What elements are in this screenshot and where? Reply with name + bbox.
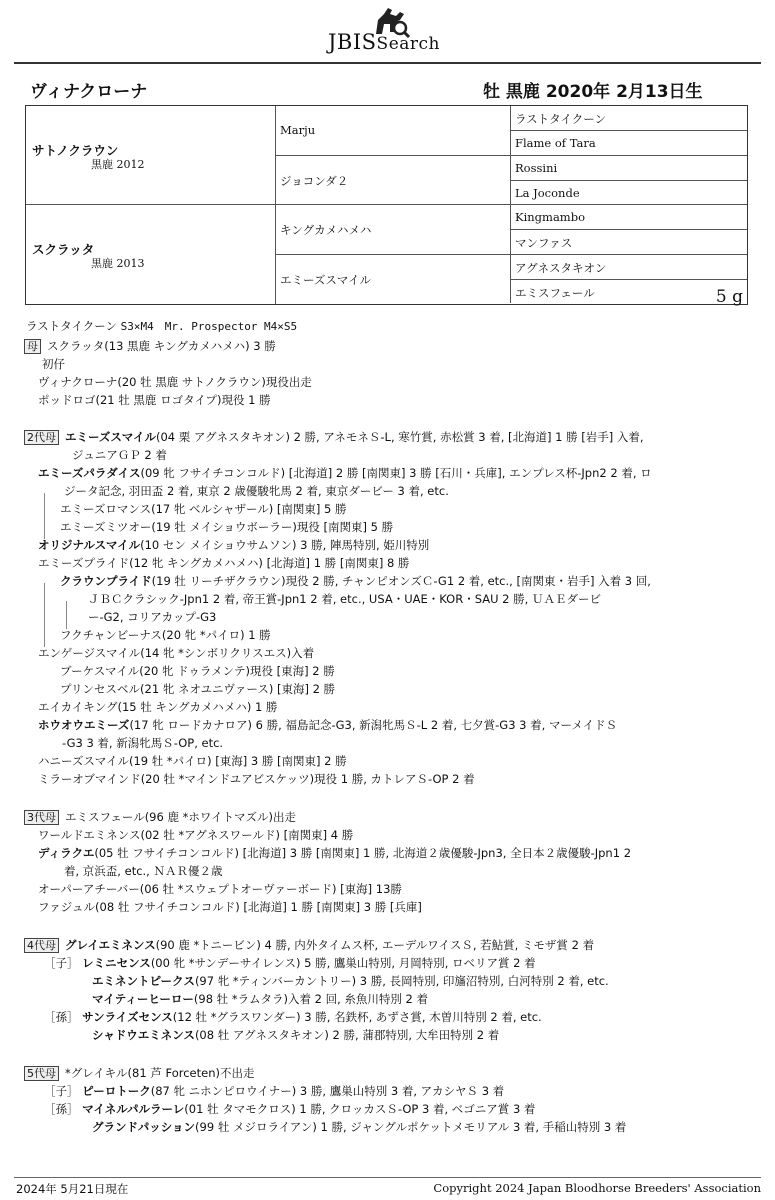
generation-tag: 3代母 — [24, 810, 59, 825]
family-line — [64, 862, 223, 880]
family-line — [60, 500, 347, 518]
record-text: ［孫］ — [44, 1010, 83, 1024]
record-text: ［子］ — [44, 1084, 83, 1098]
record-text: ワールドエミネンス(02 牡 *アグネスワールド) [南関東] 4 勝 — [38, 828, 354, 842]
record-text: (00 牝 *サンデーサイレンス) 5 勝, 鷹巣山特別, 月岡特別, ロベリア賞 2 着 — [150, 956, 536, 970]
horse-name-bold: グレイエミネンス — [65, 938, 156, 952]
pedigree-gen3-cell: Flame of Tara — [511, 131, 747, 156]
footer-divider — [14, 1177, 761, 1178]
record-text: ポッドロゴ(21 牡 黒鹿 ロゴタイプ)現役 1 勝 — [38, 393, 271, 407]
family-line — [38, 716, 617, 734]
footer-copyright: Copyright 2024 Japan Bloodhorse Breeders' Association — [433, 1181, 761, 1195]
record-text: (01 牡 タマモクロス) 1 勝, クロッカスＳ-OP 3 着, ベゴニア賞 3 着 — [184, 1102, 536, 1116]
record-text: (99 牡 メジロライアン) 1 勝, ジャングルポケットメモリアル 3 着, 手稲山特別 3 着 — [195, 1120, 627, 1134]
family-line — [44, 954, 536, 972]
generation-tag: 母 — [24, 339, 41, 354]
record-text: ［孫］ — [44, 1102, 83, 1116]
horse-name-bold: ディラクエ — [38, 846, 95, 860]
record-text: フクチャンビーナス(20 牝 *パイロ) 1 勝 — [60, 628, 271, 642]
record-text: *グレイキル(81 芦 Forceten)不出走 — [65, 1066, 255, 1080]
pedigree-gen2-cell: キングカメハメハ — [276, 205, 511, 255]
family-line — [38, 826, 353, 844]
horse-name-bold: ホウオウエミーズ — [38, 718, 130, 732]
family-line — [24, 1064, 254, 1082]
header-divider — [14, 62, 761, 64]
record-text: (09 牝 フサイチコンコルド) [北海道] 2 勝 [南関東] 3 勝 [石川・兵庫], エンプレス杯-Jpn2 2 着, ロ — [140, 466, 652, 480]
family-line — [38, 880, 402, 898]
pedigree-gen3-cell: Rossini — [511, 156, 747, 181]
inbreeding-line: ラストタイクーン S3×M4 Mr. Prospector M4×S5 — [26, 319, 298, 333]
tree-bar — [44, 583, 45, 647]
family-line — [38, 536, 429, 554]
family-line — [38, 373, 312, 391]
record-text: (97 牝 *ティンバーカントリー) 3 勝, 長岡特別, 印旛沼特別, 白河特別 2 着, etc. — [194, 974, 609, 988]
family-line — [24, 337, 276, 355]
record-text: スクラッタ(13 黒鹿 キングカメハメハ) 3 勝 — [47, 339, 276, 353]
pedigree-gen3-cell: ラストタイクーン — [511, 106, 747, 131]
family-line — [60, 518, 393, 536]
family-line — [72, 446, 167, 464]
horse-name-bold: グランドパッション — [92, 1120, 196, 1134]
family-line — [92, 1026, 499, 1044]
sire-name: サトノクラウン — [32, 143, 119, 158]
family-line — [24, 428, 644, 446]
record-text: ジュニアＧＰ 2 着 — [72, 448, 167, 462]
horse-meta: 牡 黒鹿 2020年 2月13日生 — [483, 82, 703, 102]
horse-name-bold: シャドウエミネンス — [92, 1028, 195, 1042]
family-line — [42, 355, 65, 373]
record-text: ー-G2, コリアカップ-G3 — [88, 610, 217, 624]
footer-date: 2024年 5月21日現在 — [16, 1182, 129, 1196]
family-line — [38, 770, 475, 788]
family-line — [38, 554, 409, 572]
family-line — [92, 1118, 626, 1136]
record-text: (17 牝 ロードカナロア) 6 勝, 福島記念-G3, 新潟牝馬Ｓ-L 2 着, 七夕賞-G3 3 着, マーメイドＳ — [129, 718, 618, 732]
horse-name-bold: エミーズスマイル — [65, 430, 156, 444]
pedigree-table — [25, 105, 748, 305]
record-text: (19 牡 リーチザクラウン)現役 2 勝, チャンピオンズＣ-G1 2 着, etc., [南関東・岩手] 入着 3 回, — [151, 574, 651, 588]
pedigree-gen3-cell: La Joconde — [511, 181, 747, 205]
family-line — [44, 1008, 542, 1026]
record-text: ハニーズスマイル(19 牡 *パイロ) [東海] 3 勝 [南関東] 2 勝 — [38, 754, 347, 768]
family-line — [92, 972, 609, 990]
family-line — [38, 464, 652, 482]
record-text: ファジュル(08 牡 フサイチコンコルド) [北海道] 1 勝 [南関東] 3 勝 [兵庫] — [38, 900, 422, 914]
pedigree-gen2-cell: エミーズスマイル — [276, 255, 511, 303]
record-text: 着, 京浜盃, etc., ＮＡＲ優２歳 — [64, 864, 223, 878]
pedigree-gen3-cell: マンファス — [511, 230, 747, 255]
dam-name: スクラッタ — [32, 242, 95, 257]
record-text: (04 栗 アグネスタキオン) 2 勝, アネモネＳ-L, 寒竹賞, 赤松賞 3 着, [北海道] 1 勝 [岩手] 入着, — [155, 430, 644, 444]
family-line — [92, 990, 428, 1008]
horse-name-bold: マイネルパルラーレ — [82, 1102, 185, 1116]
dam-details: 黒鹿 2013 — [91, 257, 145, 270]
horse-name-bold: マイティーヒーロー — [92, 992, 194, 1006]
family-line — [62, 734, 223, 752]
record-text: (90 鹿 *トニービン) 4 勝, 内外タイムス杯, エーデルワイスＳ, 若鮎賞, ミモザ賞 2 着 — [155, 938, 595, 952]
pedigree-gen3-cell: アグネスタキオン — [511, 255, 747, 280]
family-line — [60, 626, 271, 644]
record-text: エイカイキング(15 牡 キングカメハメハ) 1 勝 — [38, 700, 278, 714]
family-line — [60, 680, 335, 698]
family-line — [44, 1082, 504, 1100]
generation-tag: 5代母 — [24, 1066, 59, 1081]
horse-name-bold: オリジナルスマイル — [38, 538, 141, 552]
record-text: ブーケスマイル(20 牝 ドゥラメンテ)現役 [東海] 2 勝 — [60, 664, 335, 678]
family-line — [38, 844, 631, 862]
record-text: ［子］ — [44, 956, 83, 970]
tree-bar — [44, 493, 45, 539]
horse-name-bold: サンライズセンス — [82, 1010, 173, 1024]
horse-name: ヴィナクローナ — [30, 82, 148, 102]
horse-name-bold: クラウンプライド — [60, 574, 152, 588]
record-text: (12 牡 *グラスワンダー) 3 勝, 名鉄杯, あずさ賞, 木曽川特別 2 着, etc. — [172, 1010, 542, 1024]
family-line — [44, 1100, 535, 1118]
family-line — [38, 644, 314, 662]
family-line — [60, 662, 335, 680]
record-text: エミーズロマンス(17 牝 ベルシャザール) [南関東] 5 勝 — [60, 502, 347, 516]
record-text: ジータ記念, 羽田盃 2 着, 東京 2 歳優駿牝馬 2 着, 東京ダービー 3 着, etc. — [64, 484, 449, 498]
horse-name-bold: レミニセンス — [82, 956, 151, 970]
family-line — [88, 608, 216, 626]
record-text: オーパーアチーバー(06 牡 *スウェプトオーヴァーボード) [東海] 13勝 — [38, 882, 402, 896]
record-text: (10 セン メイショウサムソン) 3 勝, 陣馬特別, 姫川特別 — [140, 538, 430, 552]
family-line — [24, 936, 594, 954]
logo — [0, 0, 775, 60]
record-text: 初仔 — [42, 357, 65, 371]
dam-cell — [26, 205, 276, 304]
record-text: ＪＢＣクラシック-Jpn1 2 着, 帝王賞-Jpn1 2 着, etc., USA・UAE・KOR・SAU 2 勝, ＵＡＥダービ — [88, 592, 601, 606]
family-line — [24, 808, 296, 826]
horse-name-bold: ピーロトーク — [82, 1084, 151, 1098]
sire-cell — [26, 106, 276, 205]
tree-bar — [66, 601, 67, 629]
family-line — [60, 572, 651, 590]
pedigree-gen2-cell: Marju — [276, 106, 511, 156]
family-line — [38, 752, 347, 770]
family-line — [88, 590, 601, 608]
record-text: (87 牝 ニホンピロウイナー) 3 勝, 鷹巣山特別 3 着, アカシヤＳ 3 着 — [150, 1084, 505, 1098]
record-text: ヴィナクローナ(20 牡 黒鹿 サトノクラウン)現役出走 — [38, 375, 312, 389]
family-line — [38, 391, 271, 409]
record-text: ミラーオブマインド(20 牡 *マインドユアビスケッツ)現役 1 勝, カトレアＳ-OP 2 着 — [38, 772, 475, 786]
record-text: (05 牡 フサイチコンコルド) [北海道] 3 勝 [南関東] 1 勝, 北海道２歳優駿-Jpn3, 全日本２歳優駿-Jpn1 2 — [94, 846, 632, 860]
record-text: (08 牡 アグネスタキオン) 2 勝, 蒲郡特別, 大牟田特別 2 着 — [194, 1028, 500, 1042]
generation-tag: 2代母 — [24, 430, 59, 445]
logo-text: JBISSearch — [328, 30, 440, 54]
record-text: エミーズプライド(12 牝 キングカメハメハ) [北海道] 1 勝 [南関東] 8 勝 — [38, 556, 410, 570]
sire-details: 黒鹿 2012 — [91, 158, 145, 171]
record-text: プリンセスベル(21 牝 ネオユニヴァース) [東海] 2 勝 — [60, 682, 336, 696]
pedigree-gen2-cell: ジョコンダ２ — [276, 156, 511, 205]
horse-name-bold: エミネントピークス — [92, 974, 195, 988]
horse-name-bold: エミーズパラダイス — [38, 466, 141, 480]
record-text: (98 牡 *ラムタラ)入着 2 回, 糸魚川特別 2 着 — [193, 992, 429, 1006]
record-text: エミーズミツオー(19 牡 メイショウボーラー)現役 [南関東] 5 勝 — [60, 520, 394, 534]
record-text: エミスフェール(96 鹿 *ホワイトマズル)出走 — [65, 810, 297, 824]
pedigree-gen3-cell: エミスフェール — [515, 286, 595, 300]
family-line — [38, 898, 422, 916]
pedigree-gen3-cell: Kingmambo — [511, 205, 747, 230]
generation-tag: 4代母 — [24, 938, 59, 953]
record-text: -G3 3 着, 新潟牝馬Ｓ-OP, etc. — [62, 736, 224, 750]
generation-count: 5 g — [715, 287, 743, 307]
family-line — [38, 698, 277, 716]
family-line — [64, 482, 449, 500]
record-text: エンゲージスマイル(14 牝 *シンボリクリスエス)入着 — [38, 646, 315, 660]
